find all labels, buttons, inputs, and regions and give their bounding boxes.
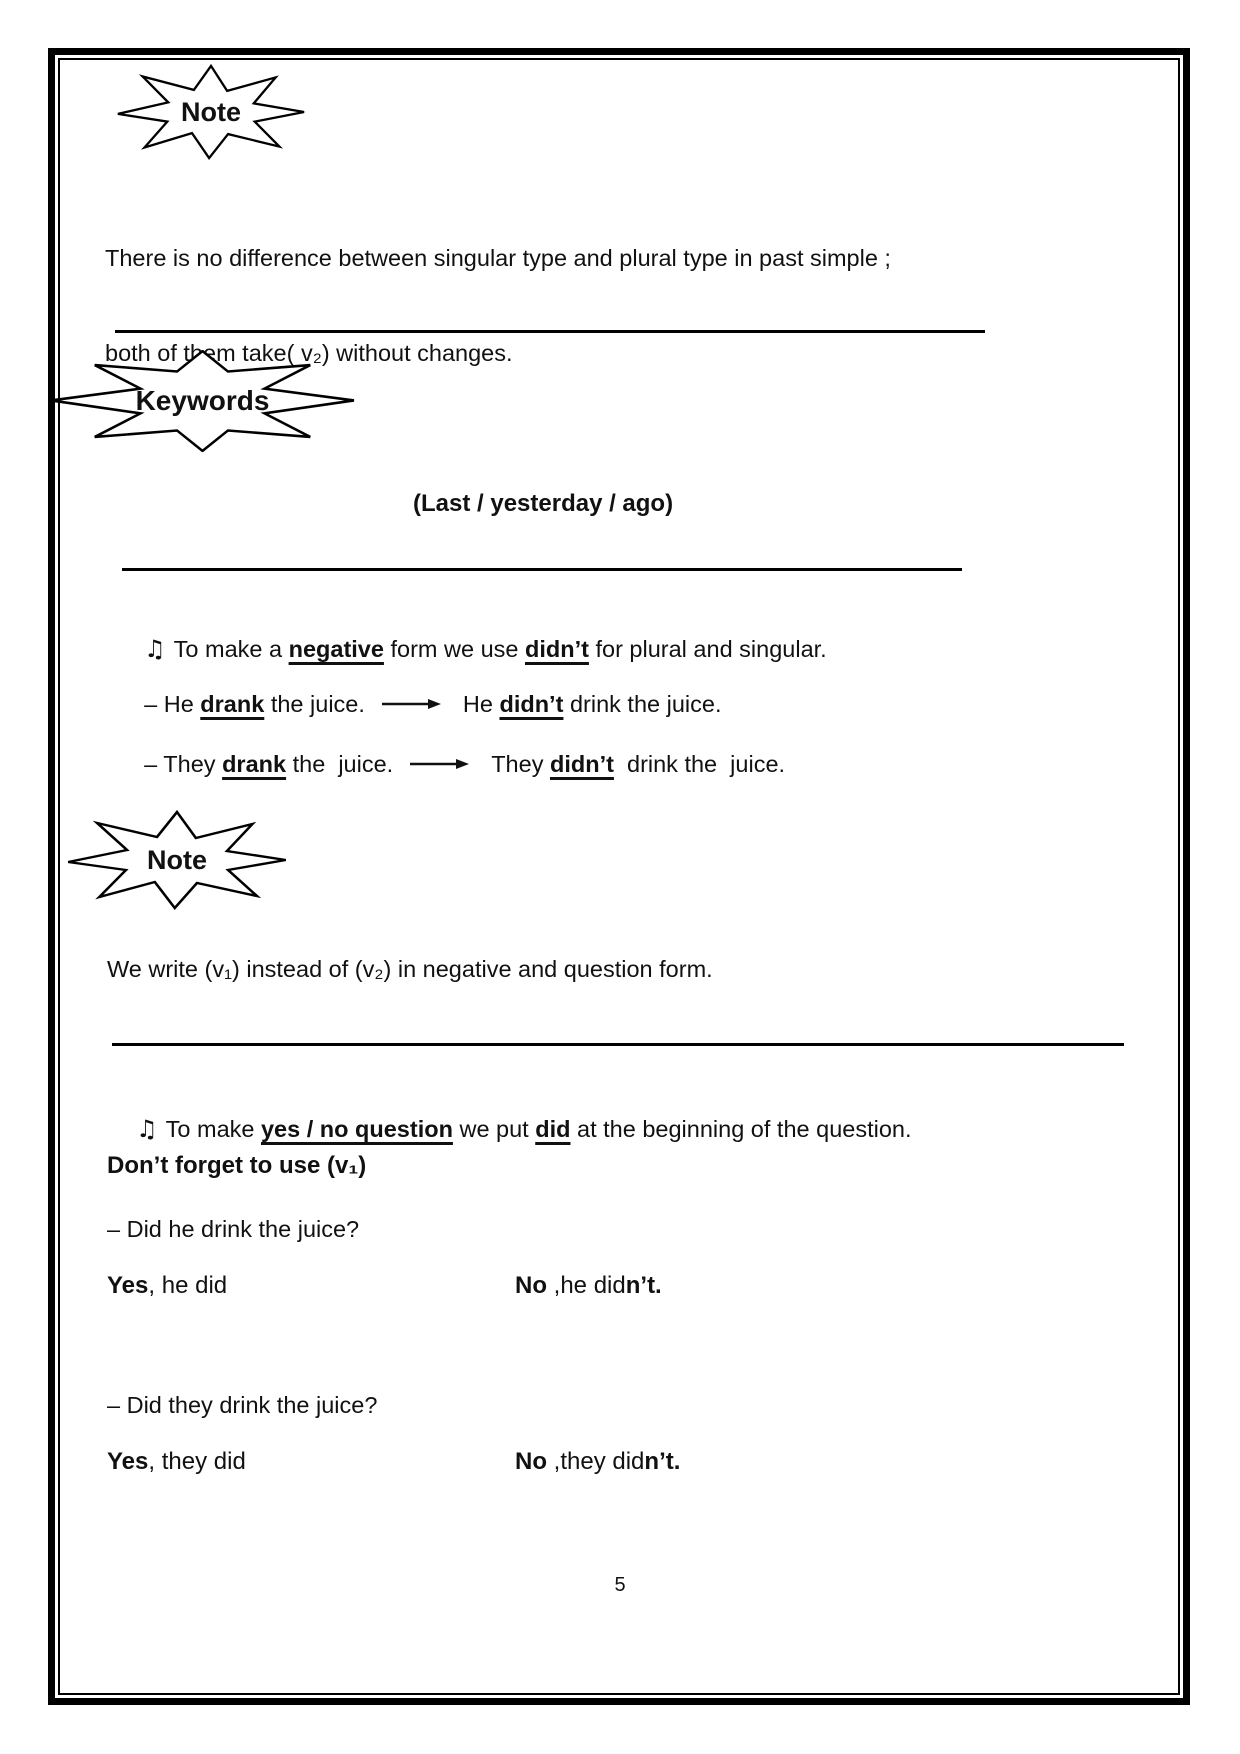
keywords-phrase: (Last / yesterday / ago) [413,490,674,517]
example-negative-they [118,724,785,805]
music-note-icon: ♫ [136,1115,158,1143]
answer-yes [107,1272,227,1300]
answer-no-end: n’t. [625,1272,662,1299]
example-text: drink the juice. [613,751,786,777]
keyword-negative: negative [288,636,384,662]
rule-text: To make a [173,636,289,662]
example-text: drink the juice. [563,691,722,717]
answer-no-mid: ,he did [547,1272,626,1299]
example-left [144,751,393,777]
note2-text: We write (v₁) instead of (v₂) in negative and question form. [107,956,713,982]
right-arrow-icon [409,756,471,772]
note-star-label: Note [147,844,207,875]
note-star-label: Note [181,96,241,127]
answer-yes [107,1448,246,1476]
example-text: the juice. [286,751,394,777]
verb-past: drank [200,691,265,717]
keywords-starburst [50,350,355,452]
verb-past: drank [222,751,287,777]
example-text: – They [144,751,223,777]
answer-row-he [0,1272,1240,1306]
example-text: the juice. [264,691,365,717]
example-text: He [462,691,500,717]
answer-no [515,1272,662,1300]
note1-line-2: both of them take( v₂) without changes. [105,340,513,366]
rule-text: at the beginning of the question. [570,1116,912,1142]
example-text: They [491,751,550,777]
example-text: – He [144,691,201,717]
rule-text: To make [165,1116,261,1142]
divider-line-3 [112,1043,1124,1046]
question-he: – Did he drink the juice? [107,1216,360,1242]
answer-no-end: n’t. [644,1448,681,1475]
example-left [144,691,365,717]
answer-yes-rest: , they did [148,1448,246,1475]
answer-no-mid: ,they did [547,1448,645,1475]
rule-text: form we use [383,636,525,662]
keyword-didnt: didn’t [524,636,589,662]
keyword-did: did [535,1116,571,1142]
answer-no [515,1448,680,1476]
right-arrow-icon [381,696,443,712]
keyword-didnt: didn’t [499,691,564,717]
answer-row-they [0,1448,1240,1482]
note-starburst-1 [116,64,306,160]
reminder-text: Don’t forget to use (v₁) [107,1152,367,1179]
page-number: 5 [614,1574,626,1596]
keyword-didnt: didn’t [549,751,614,777]
answer-yes-bold: Yes [107,1448,149,1475]
divider-line-2 [122,568,962,571]
question-they: – Did they drink the juice? [107,1392,378,1418]
note-starburst-2 [66,810,288,910]
answer-no-bold: No [515,1448,547,1475]
divider-line-1 [115,330,985,333]
note1-line-1: There is no difference between singular type and plural type in past simple ; [105,245,891,271]
keywords-star-label: Keywords [135,385,270,416]
answer-yes-bold: Yes [107,1272,149,1299]
music-note-icon: ♫ [144,635,166,663]
rule-text: we put [452,1116,536,1142]
example-right [491,751,785,777]
example-right [463,691,722,717]
rule-text: for plural and singular. [588,636,827,662]
keyword-yes-no-question: yes / no question [260,1116,453,1142]
answer-yes-rest: , he did [148,1272,228,1299]
answer-no-bold: No [515,1272,547,1299]
